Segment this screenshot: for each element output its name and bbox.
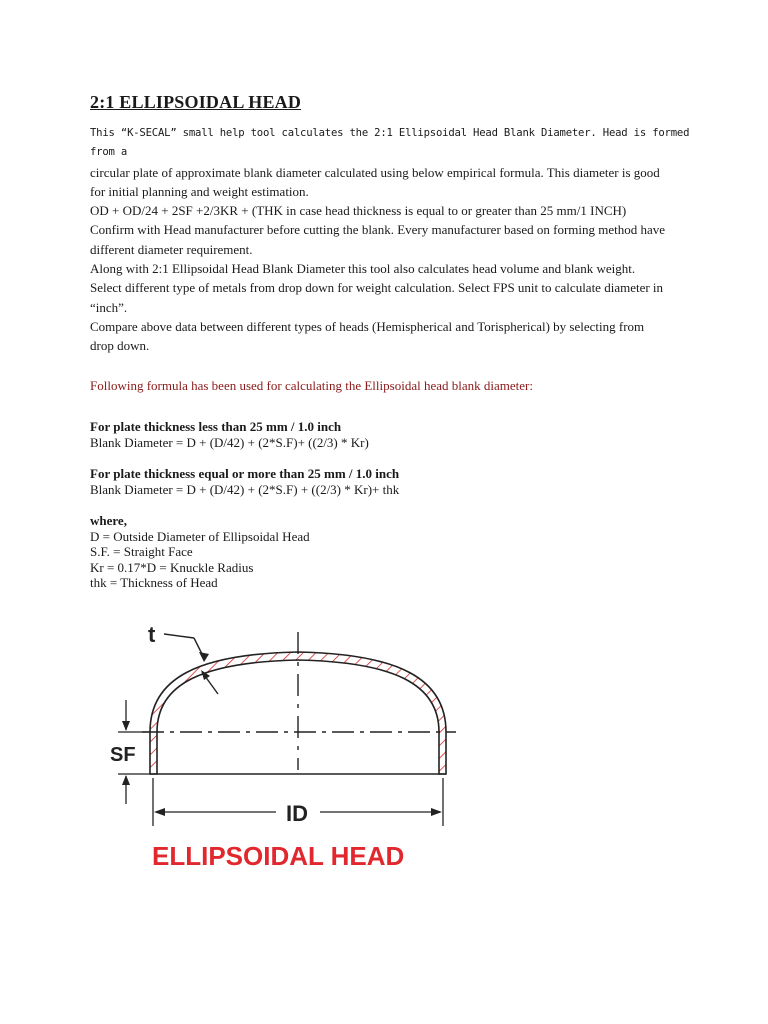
sf-arrow-icon (122, 775, 130, 785)
thickness-label: t (148, 622, 156, 647)
intro-line: This “K-SECAL” small help tool calculates the 2:1 Ellipsoidal Head Blank Diameter. Head is formed from a (90, 127, 690, 159)
intro-line: “inch”. (90, 299, 128, 315)
id-arrow-icon (431, 808, 442, 816)
formula-more-text: Blank Diameter = D + (D/42) + (2*S.F) + ((2/3) * Kr)+ thk (90, 481, 400, 497)
where-item: D = Outside Diameter of Ellipsoidal Head (90, 528, 310, 544)
intro-line: Confirm with Head manufacturer before cutting the blank. Every manufacturer based on forming method have (90, 222, 666, 238)
intro-line: Select different type of metals from drop down for weight calculation. Select FPS unit to calculate diameter in (90, 280, 664, 296)
formula-less-block (90, 419, 690, 450)
intro-line: for initial planning and weight estimation. (90, 183, 309, 199)
t-leader-line (164, 634, 194, 638)
intro-line: different diameter requirement. (90, 241, 253, 257)
ellipsoidal-head-svg (98, 590, 506, 880)
intro-line: circular plate of approximate blank diameter calculated using below empirical formula. This diameter is good (90, 164, 660, 180)
where-block (90, 513, 690, 591)
ellipsoidal-head-diagram (98, 590, 506, 880)
formula-less-heading: For plate thickness less than 25 mm / 1.0 inch (90, 419, 342, 434)
page-title: 2:1 ELLIPSOIDAL HEAD (90, 92, 302, 112)
where-item: thk = Thickness of Head (90, 575, 218, 590)
where-item: Kr = 0.17*D = Knuckle Radius (90, 559, 254, 575)
where-heading: where, (90, 513, 127, 528)
t-arrow-icon (199, 652, 209, 662)
id-arrow-icon (154, 808, 165, 816)
diagram-caption: ELLIPSOIDAL HEAD (152, 841, 405, 871)
intro-line: Along with 2:1 Ellipsoidal Head Blank Diameter this tool also calculates head volume and blank weight. (90, 261, 636, 277)
intro-paragraph (90, 124, 690, 356)
inside-diameter-label: ID (286, 801, 308, 826)
intro-line: drop down. (90, 338, 150, 354)
sf-arrow-icon (122, 721, 130, 731)
intro-line: Compare above data between different types of heads (Hemispherical and Torispherical) by selecting from (90, 318, 645, 334)
formula-more-block (90, 466, 690, 497)
formula-less-text: Blank Diameter = D + (D/42) + (2*S.F)+ ((2/3) * Kr) (90, 434, 369, 450)
where-item: S.F. = Straight Face (90, 544, 193, 559)
head-shell (150, 652, 446, 774)
straight-face-label: SF (110, 744, 136, 766)
intro-line: OD + OD/24 + 2SF +2/3KR + (THK in case head thickness is equal to or greater than 25 mm/1 INCH) (90, 203, 627, 219)
formula-note: Following formula has been used for calculating the Ellipsoidal head blank diameter: (90, 378, 533, 393)
formula-more-heading: For plate thickness equal or more than 25 mm / 1.0 inch (90, 466, 400, 481)
